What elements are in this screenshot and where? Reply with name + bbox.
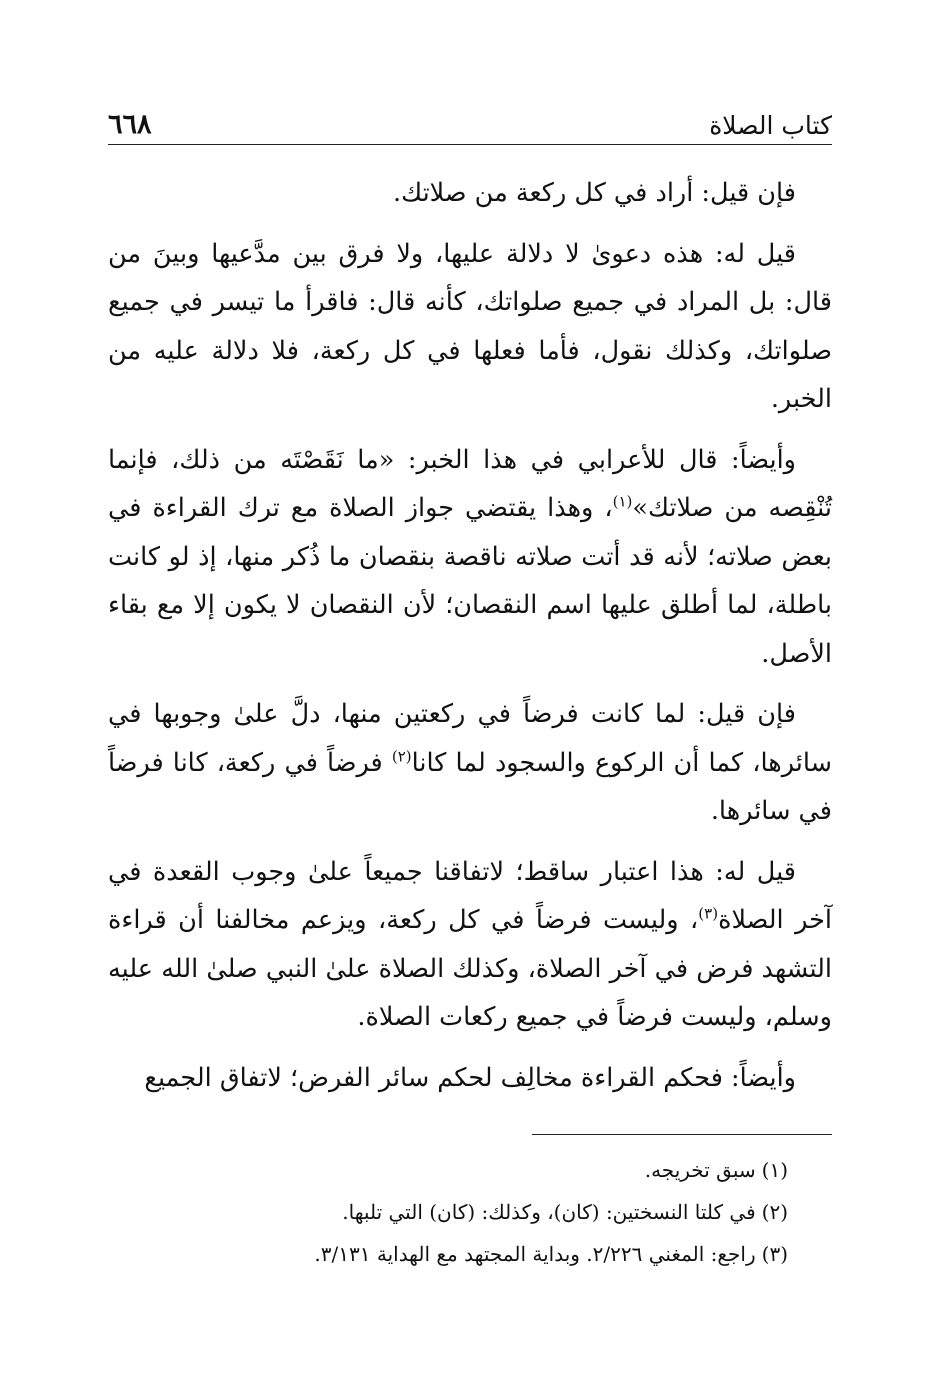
- paragraph-2: [108, 230, 832, 424]
- body-text: [108, 169, 832, 1102]
- paragraph-text: ، وليست فرضاً في كل ركعة، ويزعم مخالفنا أن قراءة التشهد فرض في آخر الصلاة، وكذلك الصلاة علىٰ النبي صلىٰ الله عليه وسلم، وليست فرضاً في جميع ركعات الصلاة.: [108, 905, 832, 1032]
- footnote-marker-1: (١): [612, 492, 633, 511]
- paragraph-text: فإن قيل: لما كانت فرضاً في ركعتين منها، دلَّ علىٰ وجوبها في سائرها، كما أن الركوع والسجود لما كانا: [108, 699, 832, 778]
- paragraph-text: وأيضاً: قال للأعرابي في هذا الخبر: «ما نَقَصْتَه من ذلك، فإنما تُنْقِصه من صلاتك»: [108, 444, 832, 523]
- footnote-text: راجع: المغني ٢/٢٢٦. وبداية المجتهد مع الهداية ٣/١٣١.: [314, 1242, 756, 1266]
- footnote-text: في كلتا النسختين: (كان)، وكذلك: (كان) التي تلبها.: [342, 1200, 756, 1224]
- footnote-3: [108, 1233, 788, 1275]
- page-number: ٦٦٨: [108, 109, 152, 140]
- paragraph-4: [108, 690, 832, 836]
- footnote-text: سبق تخريجه.: [644, 1158, 756, 1182]
- footnote-number: (١): [761, 1158, 788, 1182]
- paragraph-3: [108, 436, 832, 679]
- paragraph-text: وأيضاً: فحكم القراءة مخالِف لحكم سائر الفرض؛ لاتفاق الجميع: [144, 1062, 796, 1093]
- paragraph-text: قيل له: هذا اعتبار ساقط؛ لاتفاقنا جميعاً علىٰ وجوب القعدة في آخر الصلاة: [108, 856, 832, 935]
- paragraph-text: ، وهذا يقتضي جواز الصلاة مع ترك القراءة في بعض صلاته؛ لأنه قد أتت صلاته ناقصة بنقصان ما ذُكر منها، إذ لو كانت باطلة، لما أطلق عليها اسم النقصان؛ لأن النقصان لا يكون إلا مع بقاء الأصل.: [108, 493, 832, 669]
- book-page: [108, 100, 832, 1275]
- footnote-marker-3: (٣): [698, 904, 719, 923]
- footnote-marker-2: (٢): [391, 747, 412, 765]
- footnote-2: [108, 1191, 788, 1233]
- footnotes: [108, 1149, 832, 1275]
- book-title: كتاب الصلاة: [709, 111, 832, 140]
- paragraph-1: [108, 169, 832, 218]
- paragraph-text: فإن قيل: أراد في كل ركعة من صلاتك.: [392, 178, 796, 208]
- footnote-1: [108, 1149, 788, 1191]
- footnote-separator: [532, 1134, 832, 1135]
- paragraph-text: فرضاً في ركعة، كانا فرضاً في سائرها.: [108, 747, 832, 826]
- paragraph-text: قيل له: هذه دعوىٰ لا دلالة عليها، ولا فرق بين مدَّعيها وبينَ من قال: بل المراد في جميع صلواتك، كأنه قال: فاقرأ ما تيسر في جميع صلواتك، وكذلك نقول، فأما فعلها في كل ركعة، فلا دلالة عليه من الخبر.: [108, 238, 832, 414]
- paragraph-5: [108, 848, 832, 1042]
- running-header: [108, 100, 832, 145]
- footnote-number: (٣): [761, 1242, 788, 1266]
- footnote-number: (٢): [761, 1200, 788, 1224]
- paragraph-6: [108, 1054, 832, 1103]
